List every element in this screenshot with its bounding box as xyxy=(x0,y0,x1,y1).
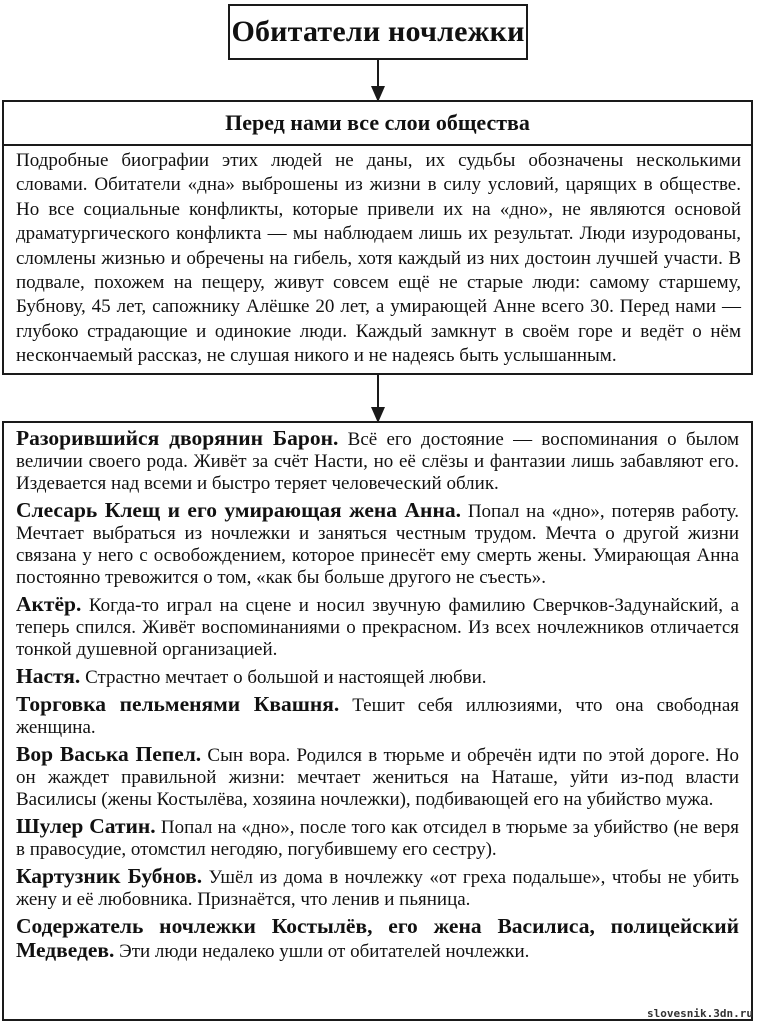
character-entry xyxy=(16,499,739,589)
character-name: Настя. xyxy=(16,664,81,688)
character-entry xyxy=(16,865,739,911)
character-desc: Тешит себя иллюзиями, что она свободная женщина. xyxy=(16,695,740,738)
society-heading-row xyxy=(4,102,751,146)
arrow-down-icon xyxy=(377,375,379,421)
character-desc: Всё его достояние — воспоминания о былом величии своего рода. Живёт за счёт Насти, но её слёзы и фантазии лишь забавляют его. Издевается над всеми и быстро теряет человеческий облик. xyxy=(16,429,740,494)
character-name: Содержатель ночлежки Костылёв, его жена Василиса, полицейский Медведев. xyxy=(16,914,739,962)
character-desc: Ушёл из дома в ночлежку «от греха подальше», чтобы не убить жену и её любовника. Признаётся, что ленив и пьяница. xyxy=(16,867,740,910)
page-title: Обитатели ночлежки xyxy=(231,15,525,48)
character-entry xyxy=(16,815,739,861)
society-box xyxy=(2,100,753,375)
character-name: Картузник Бубнов. xyxy=(16,864,203,888)
characters-box xyxy=(2,421,753,1021)
character-desc: Страстно мечтает о большой и настоящей любви. xyxy=(85,667,487,688)
character-name: Актёр. xyxy=(16,592,82,616)
character-name: Разорившийся дворянин Барон. xyxy=(16,426,339,450)
character-desc: Эти люди недалеко ушли от обитателей ночлежки. xyxy=(119,941,530,962)
character-entry xyxy=(16,593,739,661)
character-name: Вор Васька Пепел. xyxy=(16,742,202,766)
character-desc: Когда-то играл на сцене и носил звучную фамилию Сверчков-Задунайский, а теперь спился. Живёт воспоминаниями о прекрасном. Из всех ночлежников отличается тонкой душевной организацией. xyxy=(16,595,740,660)
character-entry xyxy=(16,743,739,811)
character-desc: Попал на «дно», после того как отсидел в тюрьме за убийство (не веря в правосудие, отомстил негодяю, погубившему его сестру). xyxy=(16,817,739,860)
watermark: slovesnik.3dn.ru xyxy=(647,1007,753,1020)
character-entry xyxy=(16,427,739,495)
title-box xyxy=(228,4,528,60)
character-entry xyxy=(16,665,739,689)
character-name: Слесарь Клещ и его умирающая жена Анна. xyxy=(16,498,461,522)
society-heading: Перед нами все слои общества xyxy=(225,110,530,135)
character-entry xyxy=(16,693,739,739)
arrow-down-icon xyxy=(377,60,379,100)
character-desc: Попал на «дно», потеряв работу. Мечтает выбраться из ночлежки и заняться честным трудом. Мечта о другой жизни связана у него с освобождением, которое принесёт ему смерть жены. Умирающая Анна постоянно тревожится о том, «как бы больше другого не съесть». xyxy=(16,501,739,588)
character-desc: Сын вора. Родился в тюрьме и обречён идти по этой дороге. Но он жаждет правильной жизни: мечтает жениться на Наташе, уйти из-под власти Василисы (жены Костылёва, хозяина ночлежки), подбивающей его на убийство мужа. xyxy=(16,745,740,810)
character-name: Шулер Сатин. xyxy=(16,814,156,838)
character-entry xyxy=(16,915,739,963)
character-name: Торговка пельменями Квашня. xyxy=(16,692,340,716)
society-text: Подробные биографии этих людей не даны, их судьбы обозначены несколькими словами. Обитатели «дна» выброшены из жизни в силу условий, царящих в обществе. Но все социальные конфликты, которые привели их на «дно», не являются основой драматургического конфликта — мы наблюдаем лишь их результат. Люди изуродованы, сломлены жизнью и обречены на гибель, хотя каждый из них достоин лучшей участи. В подвале, похожем на пещеру, живут совсем ещё не старые люди: самому старшему, Бубнову, 45 лет, сапожнику Алёшке 20 лет, а умирающей Анне всего 30. Перед нами — глубоко страдающие и одинокие люди. Каждый замкнут в своём горе и ведёт о нём нескончаемый рассказ, не слушая никого и не надеясь быть услышанным. xyxy=(16,150,741,367)
